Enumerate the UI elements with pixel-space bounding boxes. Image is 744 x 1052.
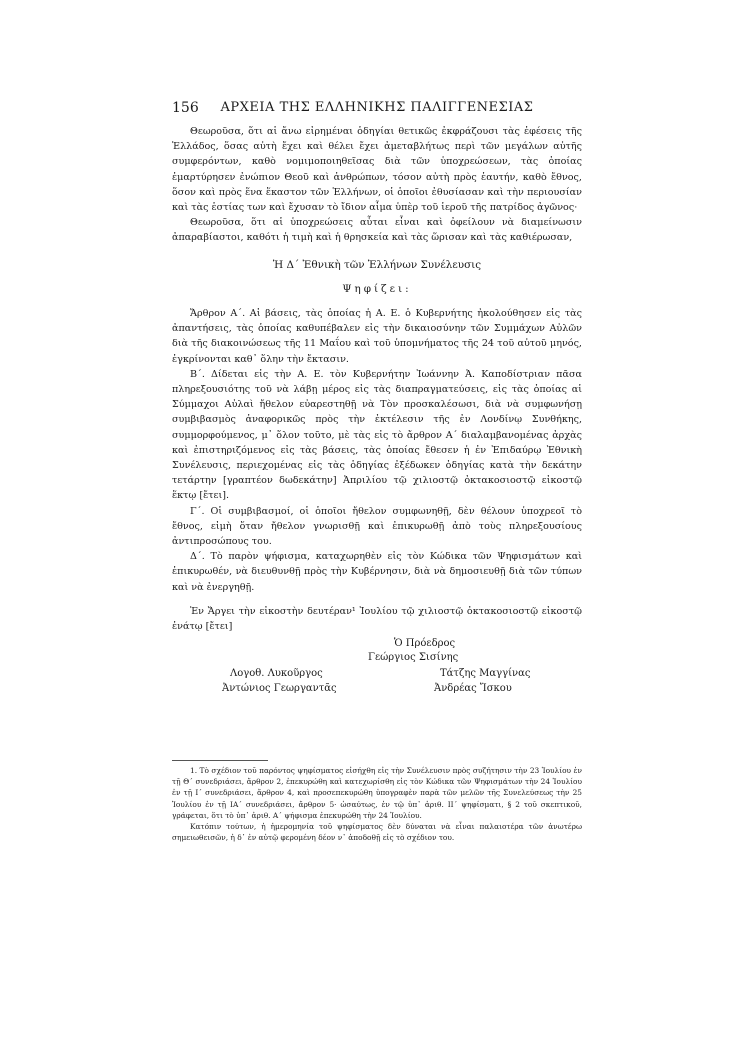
signatory-left-2: Ἀντώνιος Γεωργαντᾶς xyxy=(222,683,337,695)
running-title: ΑΡΧΕΙΑ ΤΗΣ ΕΛΛΗΝΙΚΗΣ ΠΑΛΙΓΓΕΝΕΣΙΑΣ xyxy=(220,100,534,115)
preamble-paragraph-1: Θεωροῦσα, ὅτι αἱ ἄνω εἰρημέναι ὁδηγίαι θετικῶς ἐκφράζουσι τὰς ἐφέσεις τῆς Ἑλλάδος, ὅσας αὐτὴ ἔχει καὶ θέλει ἔχει ἀμεταβλήτως περὶ τῶν μεγάλων αὐτῆς συμφερόντων, καθὸ νομιμοποιηθεῖσας διὰ τῶν ὑποχρεώσεων, τὰς ὁποίας ἐμαρτύρησεν ἐνώπιον Θεοῦ καὶ ἀνθρώπων, τόσον αὐτὴ πρὸς ἑαυτήν, καθὸ ἔθνος, ὅσον καὶ πρὸς ἕνα ἕκαστον τῶν Ἑλλήνων, οἱ ὁποῖοι ἐθυσίασαν καὶ τὴν περιουσίαν καὶ τὰς ἑστίας των καὶ ἔχυσαν τὸ ἴδιον αἷμα ὑπὲρ τοῦ ἱεροῦ τῆς πατρίδος ἀγῶνος· xyxy=(172,126,582,214)
preamble-paragraph-2: Θεωροῦσα, ὅτι αἱ ὑποχρεώσεις αὗται εἶναι καὶ ὀφείλουν νὰ διαμείνωσιν ἀπαραβίαστοι, καθότι ἡ τιμὴ καὶ ἡ θρησκεία καὶ τὰς ὥρισαν καὶ τὰς καθιέρωσαν, xyxy=(172,217,582,244)
signatory-right-2: Ἀνδρέας Ἴσκου xyxy=(434,683,512,695)
article-c: Γ΄. Οἱ συμβιβασμοί, οἱ ὁποῖοι ἤθελον συμφωνηθῇ, δὲν θέλουν ὑποχρεοῖ τὸ ἔθνος, εἰμὴ ὅταν ἤθελον γνωρισθῇ καὶ ἐπικυρωθῇ ἀπὸ τοὺς πληρεξουσίους ἀντιπροσώπους του. xyxy=(172,505,582,548)
article-d: Δ΄. Τὸ παρὸν ψήφισμα, καταχωρηθὲν εἰς τὸν Κώδικα τῶν Ψηφισμάτων καὶ ἐπικυρωθέν, νὰ διευθυνθῇ πρὸς τὴν Κυβέρνησιν, διὰ νὰ δημοσιευθῇ διὰ τῶν τύπων καὶ νὰ ἐνεργηθῇ. xyxy=(172,551,582,593)
page-number: 156 xyxy=(172,100,199,116)
president-name: Γεώργιος Σισίνης xyxy=(368,652,459,664)
main-text xyxy=(172,124,582,694)
page-header xyxy=(172,100,582,120)
signatory-left-1: Λογοθ. Λυκοῦργος xyxy=(230,668,323,680)
footnote-rule xyxy=(172,760,268,761)
signatory-right-1: Τάτζης Μαγγίνας xyxy=(440,668,531,680)
dateline: Ἐν Ἄργει τὴν εἰκοστὴν δευτέραν¹ Ἰουλίου τῷ χιλιοστῷ ὀκτακοσιοστῷ εἰκοστῷ ἐνάτῳ [ἔτει] xyxy=(172,605,582,633)
article-a: Ἄρθρον Α΄. Αἱ βάσεις, τὰς ὁποίας ἡ Α. Ε. ὁ Κυβερνήτης ἠκολούθησεν εἰς τὰς ἀπαντήσεις, τὰς ὁποίας καθυπέβαλεν εἰς τὴν δικαιοσύνην τῶν Συμμάχων Αὐλῶν διὰ τῆς διακοινώσεως τῆς 11 Μαΐου καὶ τοῦ ὑπομνήματος τῆς 24 τοῦ αὐτοῦ μηνός, ἐγκρίνονται καθ᾽ ὅλην τὴν ἔκτασιν. xyxy=(172,308,582,365)
article-b: Β΄. Δίδεται εἰς τὴν Α. Ε. τὸν Κυβερνήτην Ἰωάννην Ἀ. Καποδίστριαν πᾶσα πληρεξουσιότης τοῦ νὰ λάβῃ μέρος εἰς τὰς διαπραγματεύσεις, εἰς τὰς ὁποίας αἱ Σύμμαχοι Αὐλαὶ ἤθελον εὐαρεστηθῇ νὰ Τὸν προσκαλέσωσι, διὰ νὰ συμφωνήσῃ συμβιβασμὸς ἀναφορικῶς πρὸς τὴν ἐκτέλεσιν τῆς ἐν Λονδίνῳ Συνθήκης, συμμορφούμενος, μ᾽ ὅλον τοῦτο, μὲ τὰς εἰς τὸ ἄρθρον Α΄ διαλαμβανομένας ἀρχὰς καὶ ἐπιστηριζόμενος εἰς τὰς βάσεις, τὰς ὁποίας ἔθεσεν ἡ ἐν Ἐπιδαύρῳ Ἐθνικὴ Συνέλευσις, περιεχομένας εἰς τὰς ὁδηγίας ἐξέδωκεν ὁδηγίας κατὰ τὴν δεκάτην τετάρτην [γραπτέον δωδεκάτην] Ἀπριλίου τῷ χιλιοστῷ ὀκτακοσιοστῷ εἰκοστῷ ἕκτῳ [ἔτει]. xyxy=(172,368,582,502)
assembly-heading: Ἡ Δ΄ Ἐθνικὴ τῶν Ἑλλήνων Συνέλευσις xyxy=(272,258,482,271)
footnotes xyxy=(172,765,582,843)
footnote-2: Κατόπιν τούτων, ἡ ἡμερομηνία τοῦ ψηφίσματος δὲν δύναται νὰ εἶναι παλαιοτέρα τῶν ἀνωτέρω σημειωθεισῶν, ἡ δ᾽ ἐν αὐτῷ φερομένη δέον ν᾽ ἀποδοθῇ εἰς τὸ σχέδιον του. xyxy=(172,822,582,843)
president-title: Ὁ Πρόεδρος xyxy=(394,638,456,650)
signature-block xyxy=(172,636,582,694)
decree-word: Ψηφίζει: xyxy=(342,282,412,295)
footnote-1: 1. Τὸ σχέδιον τοῦ παρόντος ψηφίσματος εἰσήχθη εἰς τὴν Συνέλευσιν πρὸς συζήτησιν τὴν 23 Ἰουλίου ἐν τῇ Θ΄ συνεδριάσει, ἄρθρον 2, ἐπεκυρώθη καὶ κατεχωρίσθη εἰς τὸν Κώδικα τῶν Ψηφισμάτων τὴν 24 Ἰουλίου ἐν τῇ Ι΄ συνεδριάσει, ἄρθρον 4, καὶ προσεπεκυρώθη ὑπογραφὲν παρὰ τῶν μελῶν τῆς Συνελεύσεως τὴν 25 Ἰουλίου ἐν τῇ ΙΑ΄ συνεδριάσει, ἄρθρον 5· ὡσαύτως, ἐν τῷ ὑπ᾽ ἀριθ. ΙΙ΄ ψηφίσματι, § 2 τοῦ σκεπτικοῦ, γράφεται, ὅτι τὸ ὑπ᾽ ἀριθ. Α΄ ψήφισμα ἐπεκυρώθη τὴν 24 Ἰουλίου. xyxy=(172,766,582,820)
